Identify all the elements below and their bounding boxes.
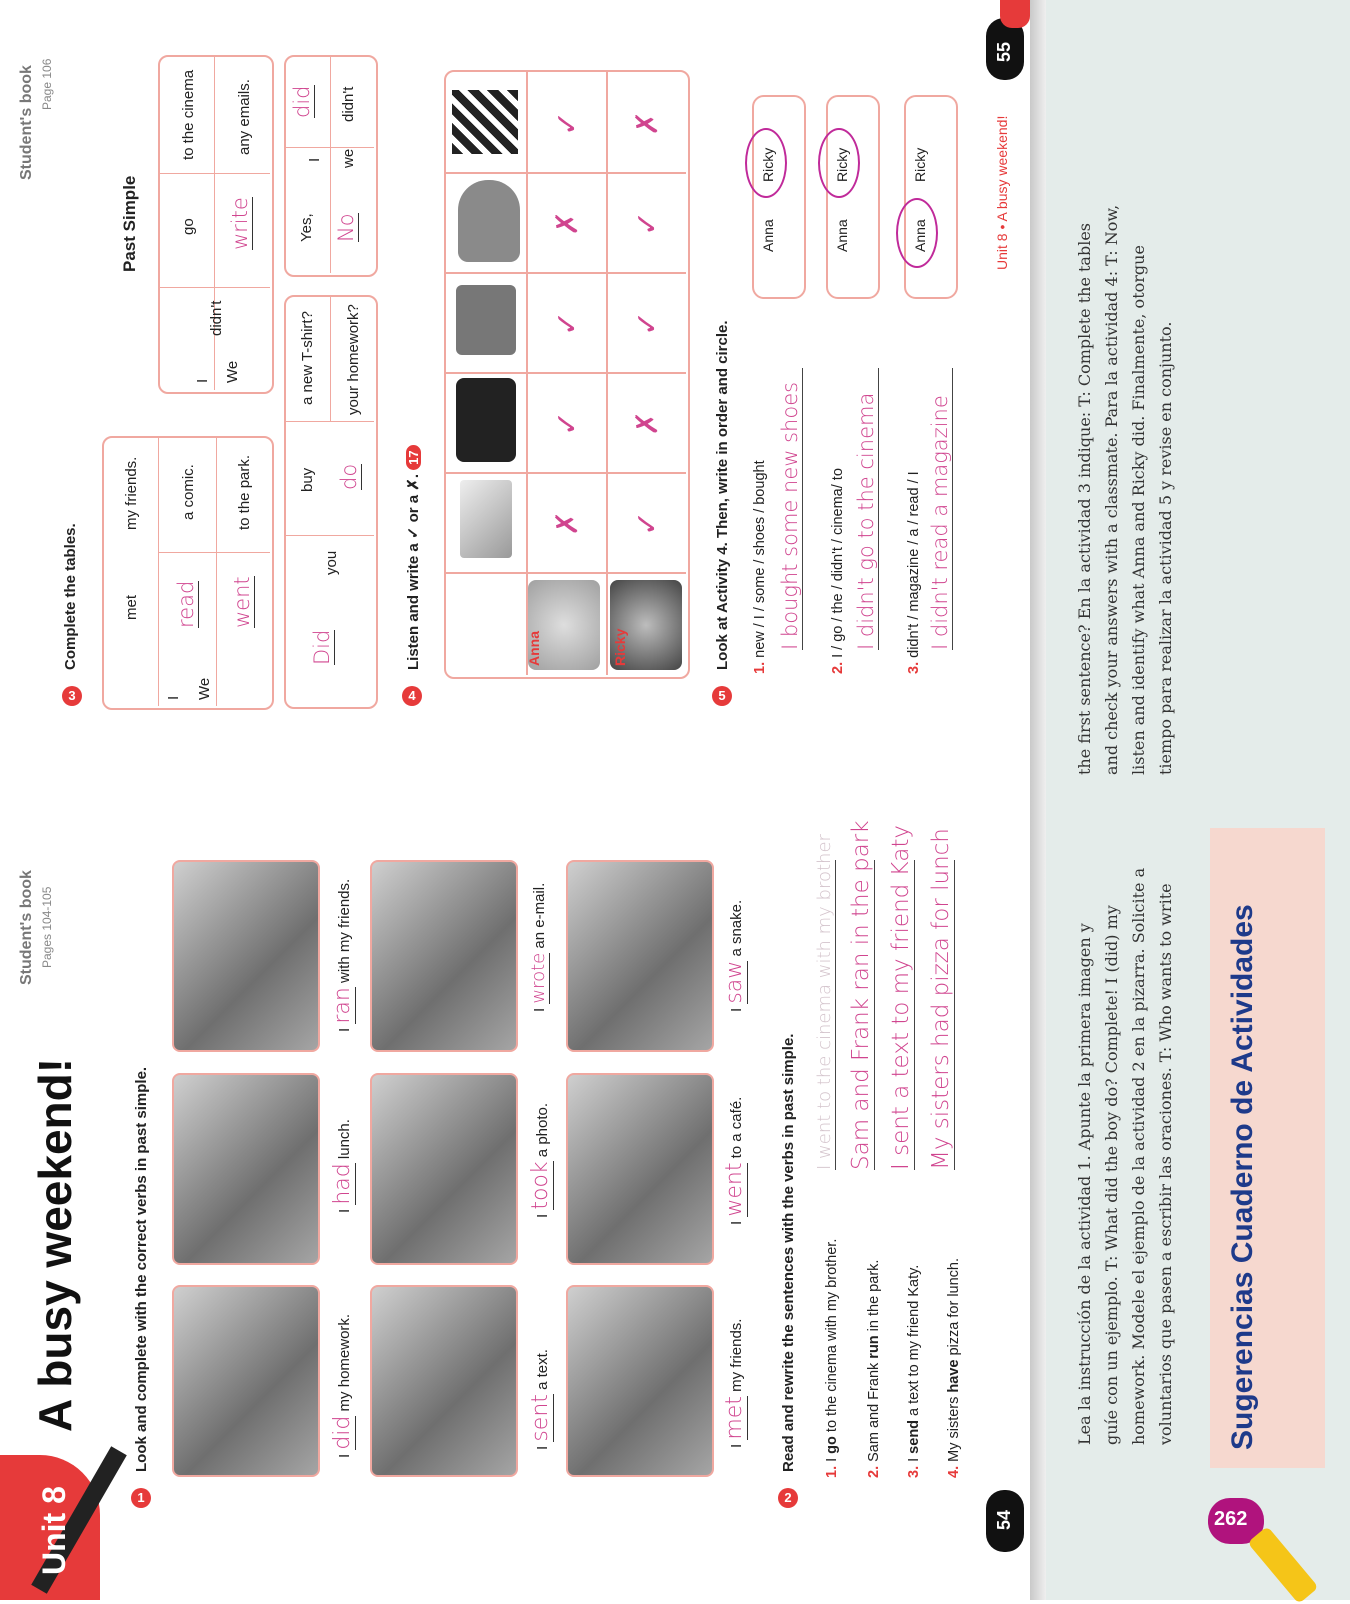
act1-caption-2: I had lunch. <box>330 1119 355 1213</box>
act5-prompt-2: 2. I / go / the / didn't / cinema/ to <box>830 468 846 674</box>
t2-negative: didn't <box>208 300 225 336</box>
act1-answer-8: went <box>722 1162 747 1217</box>
teacher-line-2: guíe con un ejemplo. T: What did the boy do? Complete! I (did) my <box>1102 905 1121 1445</box>
left-book-label: Student's book <box>18 870 35 985</box>
teacher-line-6: and check your answers with a classmate. Para la actividad 4: T: Now, <box>1102 204 1121 775</box>
act5-option-anna-1: Anna <box>760 219 776 252</box>
act1-answer-9: saw <box>722 960 747 1004</box>
act5-prompt-3: 3. didn't / magazine / a / read / I <box>906 471 922 674</box>
act1-caption-6: I wrote an e-mail. <box>528 882 549 1012</box>
item-magazine-icon <box>460 480 512 558</box>
photo-text <box>370 1285 518 1477</box>
act2-sentence-4: 4. My sisters have pizza for lunch. <box>946 1257 962 1478</box>
t3-verb-1: buy <box>299 467 316 492</box>
t2-verb-2: write <box>228 197 252 250</box>
left-book-pages: Pages 104-105 <box>40 886 54 968</box>
anna-mark-5: ✓ <box>550 110 585 136</box>
act3-number: 3 <box>62 686 82 706</box>
act5-circle-1 <box>745 128 787 198</box>
act4-number: 4 <box>402 686 422 706</box>
item-calculator-icon <box>456 285 516 355</box>
page-gutter <box>1030 0 1046 1600</box>
table-title: Past Simple <box>120 175 139 272</box>
t2-subject-2: We <box>224 360 241 383</box>
act2-answer-2: Sam and Frank ran in the park <box>848 820 874 1170</box>
t3-object-2: your homework? <box>345 304 362 415</box>
act5-circle-3 <box>896 198 938 268</box>
act2-number: 2 <box>778 1488 798 1508</box>
act4-instruction: Listen and write a ✓ or a ✗. 17 <box>404 445 422 670</box>
teacher-line-8: tiempo para realizar la actividad 5 y revise en conjunto. <box>1156 321 1175 775</box>
ricky-mark-1: ✓ <box>630 510 665 536</box>
t1-object-3: to the park. <box>236 454 253 530</box>
unit-tab-label: Unit 8 <box>36 1486 72 1575</box>
teacher-line-5: the first sentence? En la actividad 3 indique: T: Complete the tables <box>1075 222 1094 775</box>
anna-mark-4: ✗ <box>550 210 585 236</box>
t4-answer-2: didn't <box>340 86 357 122</box>
t1-object-1: my friends. <box>123 456 140 530</box>
act1-answer-7: met <box>722 1396 747 1440</box>
photo-lunch <box>172 1073 320 1265</box>
teacher-heading: Sugerencias Cuaderno de Actividades <box>1226 904 1259 1450</box>
t2-verb-1: go <box>180 218 197 235</box>
anna-mark-1: ✗ <box>550 510 585 536</box>
act5-option-anna-3: Anna <box>912 219 928 252</box>
t1-verb-3: went <box>230 576 254 628</box>
t4-answer-1: did <box>290 85 314 118</box>
act2-sentence-2: 2. Sam and Frank run in the park. <box>866 1259 882 1478</box>
act1-caption-4: I sent a text. <box>528 1349 553 1450</box>
left-page-number: 54 <box>994 1509 1014 1530</box>
item-camera-icon <box>456 378 516 462</box>
act1-caption-5: I took a photo. <box>528 1102 553 1218</box>
act1-number: 1 <box>131 1488 151 1508</box>
photo-snake <box>566 860 714 1052</box>
t3-verb-2: do <box>337 463 361 490</box>
photo-homework <box>172 1285 320 1477</box>
act2-answer-4: My sisters had pizza for lunch <box>928 828 954 1170</box>
t2-object-2: any emails. <box>236 79 253 155</box>
act2-answer-3: I sent a text to my friend Katy <box>888 825 914 1170</box>
act1-caption-3: I ran with my friends. <box>330 878 355 1032</box>
act3-instruction: Complete the tables. <box>62 523 79 670</box>
act1-answer-5: took <box>528 1161 553 1210</box>
t4-subject-1: I <box>306 157 323 162</box>
act2-answer-1: I went to the cinema with my brother <box>814 834 835 1170</box>
act5-option-ricky-3: Ricky <box>912 147 928 182</box>
t1-verb-2: read <box>174 580 198 628</box>
item-shoes-icon <box>458 180 520 262</box>
act1-answer-3: ran <box>330 987 355 1024</box>
act1-answer-2: had <box>330 1163 355 1205</box>
act5-answer-1: I bought some new shoes <box>778 368 803 650</box>
right-page-number: 55 <box>994 41 1014 62</box>
anna-mark-3: ✓ <box>550 310 585 336</box>
t3-subject: you <box>323 550 340 575</box>
ricky-mark-4: ✓ <box>630 210 665 236</box>
ricky-label: Ricky <box>612 628 628 666</box>
act1-answer-1: did <box>330 1415 355 1450</box>
teacher-page-number: 262 <box>1214 1508 1248 1530</box>
t2-subject-1: I <box>194 378 211 383</box>
act1-caption-9: I saw a snake. <box>722 899 747 1012</box>
ricky-mark-2: ✗ <box>630 410 665 436</box>
act5-option-anna-2: Anna <box>834 219 850 252</box>
act2-instruction: Read and rewrite the sentences with the verbs in past simple. <box>780 1033 797 1472</box>
act2-sentence-3: 3. I send a text to my friend Katy. <box>906 1264 922 1478</box>
act2-sentence-1: 1. I go to the cinema with my brother. <box>824 1238 840 1478</box>
act1-answer-6: wrote <box>528 952 549 1004</box>
t1-subject-2: We <box>196 677 213 700</box>
t2-object-1: to the cinema <box>180 69 197 160</box>
act5-circle-2 <box>818 128 860 198</box>
act1-caption-1: I did my homework. <box>330 1313 355 1458</box>
t4-no: No <box>334 213 358 242</box>
footer-unit: Unit 8 • A busy weekend! <box>994 115 1010 270</box>
act5-number: 5 <box>712 686 732 706</box>
right-book-label: Student's book <box>18 65 35 180</box>
act5-option-ricky-2: Ricky <box>834 147 850 182</box>
t4-yes: Yes, <box>298 213 315 242</box>
audio-track-badge: 17 <box>406 445 421 469</box>
act1-caption-7: I met my friends. <box>722 1318 747 1448</box>
t1-subject-1: I <box>165 695 182 700</box>
ricky-mark-5: ✗ <box>630 110 665 136</box>
photo-running <box>172 860 320 1052</box>
t1-verb-1: met <box>123 594 140 620</box>
teacher-line-4: voluntarios que pasen a escribir las oraciones. T: Who wants to write <box>1156 883 1175 1445</box>
ricky-mark-3: ✓ <box>630 310 665 336</box>
anna-label: Anna <box>526 631 542 666</box>
act1-answer-4: sent <box>528 1394 553 1442</box>
act5-instruction: Look at Activity 4. Then, write in order and circle. <box>714 320 731 670</box>
teacher-line-7: listen and identify what Anna and Ricky did. Finalmente, otorgue <box>1129 245 1148 775</box>
t4-subject-2: we <box>340 148 357 168</box>
t1-object-2: a comic. <box>180 464 197 520</box>
t3-aux: Did <box>310 629 334 665</box>
anna-mark-2: ✓ <box>550 410 585 436</box>
act5-answer-3: I didn't read a magazine <box>928 368 953 650</box>
act5-options-3 <box>904 95 958 299</box>
act1-instruction: Look and complete with the correct verbs in past simple. <box>133 1066 150 1472</box>
table-negative <box>158 55 274 394</box>
page-title: A busy weekend! <box>29 1057 81 1432</box>
act5-prompt-1: 1. new / I / some / shoes / bought <box>752 460 768 674</box>
t3-object-1: a new T-shirt? <box>299 311 316 405</box>
act5-option-ricky-1: Ricky <box>760 147 776 182</box>
teacher-line-3: homework. Modele el ejemplo de la actividad 2 en la pizarra. Solicite a <box>1129 867 1148 1445</box>
photo-selfie <box>370 1073 518 1265</box>
photo-email <box>370 860 518 1052</box>
corner-accent <box>1000 0 1030 28</box>
act1-caption-8: I went to a café. <box>722 1096 747 1225</box>
item-cinema-clapper-icon <box>452 90 518 154</box>
photo-cafe <box>566 1073 714 1265</box>
act5-answer-2: I didn't go to the cinema <box>854 368 879 650</box>
right-book-pages: Page 106 <box>40 58 54 110</box>
photo-friends <box>566 1285 714 1477</box>
teacher-line-1: Lea la instrucción de la actividad 1. Apunte la primera imagen y <box>1075 923 1094 1445</box>
